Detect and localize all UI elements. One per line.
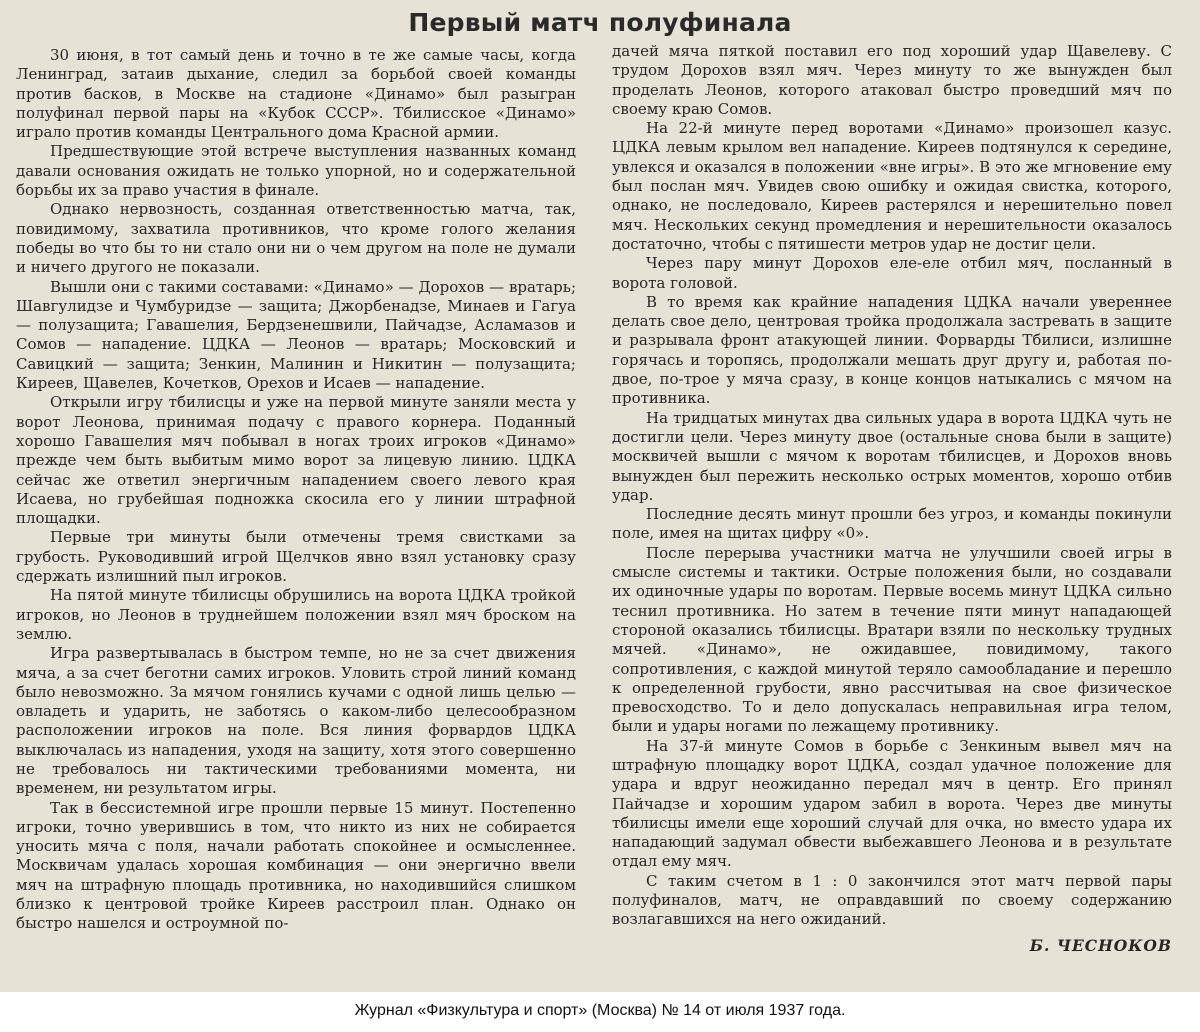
right-column (612, 42, 1172, 955)
paragraph: Первые три минуты были отмечены тремя свистками за грубость. Руководивший игрой Щелчков явно взял установку сразу сдержать излишний пыл игроков. (16, 528, 576, 586)
paragraph: дачей мяча пяткой поставил его под хороший удар Щавелеву. С трудом Дорохов взял мяч. Через минуту то же вынужден был проделать Леонов, которого атаковал быстро проведший мяч по своему краю Сомов. (612, 42, 1172, 118)
paragraph: Предшествующие этой встрече выступления названных команд давали основания ожидать не только упорной, но и содержательной борьбы их за право участия в финале. (16, 142, 576, 200)
paragraph: Вышли они с такими составами: «Динамо» — Дорохов — вратарь; Шавгулидзе и Чумбуридзе — защита; Джорбенадзе, Минаев и Гагуа — полузащита; Гавашелия, Бердзенешвили, Пайчадзе, Асламазов и Сомов — нападение. ЦДКА — Леонов — вратарь; Московский и Савицкий — защита; Зенкин, Малинин и Никитин — полузащита; Киреев, Щавелев, Кочетков, Орехов и Исаев — нападение. (16, 277, 576, 393)
paragraph: Открыли игру тбилисцы и уже на первой минуте заняли места у ворот Леонова, принимая подачу с правого корнера. Поданный хорошо Гавашелия мяч побывал в ногах троих игроков «Динамо» прежде чем быть выбитым мимо ворот за лицевую линию. ЦДКА сейчас же ответил энергичным нападением своего левого края Исаева, но грубейшая подножка скосила его у линии штрафной площадки. (16, 393, 576, 528)
paragraph: 30 июня, в тот самый день и точно в те же самые часы, когда Ленинград, затаив дыхание, следил за борьбой своей команды против басков, в Москве на стадионе «Динамо» был разыгран полуфинал первой пары на «Кубок СССР». Тбилисское «Динамо» играло против команды Центрального дома Красной армии. (16, 46, 576, 142)
paragraph: С таким счетом в 1 : 0 закончился этот матч первой пары полуфиналов, матч, не оправдавший по своему содержанию возлагавшихся на него ожиданий. (612, 871, 1172, 929)
paragraph: Однако нервозность, созданная ответственностью матча, так, повидимому, захватила противников, что кроме голого желания победы во что бы то ни стало они ни о чем другом на поле не думали и ничего другого не показали. (16, 200, 576, 277)
paragraph: На пятой минуте тбилисцы обрушились на ворота ЦДКА тройкой игроков, но Леонов в труднейшем положении взял мяч броском на землю. (16, 586, 576, 643)
paragraph: Так в бессистемной игре прошли первые 15 минут. Постепенно игроки, точно уверившись в том, что никто из них не собирается уносить мяча с поля, начали работать спокойнее и осмысленнее. Москвичам удалась хорошая комбинация — они энергично ввели мяч на штрафную площадь противника, но находившийся слишком близко к центровой тройке Киреев расстроил план. Однако он быстро нашелся и остроумной по- (16, 798, 576, 933)
paragraph: На 22-й минуте перед воротами «Динамо» произошел казус. ЦДКА левым крылом вел нападение. Киреев подтянулся к середине, увлекся и оказался в положении «вне игры». В это же мгновение ему был послан мяч. Увидев свою ошибку и ожидая свистка, которого, однако, не последовало, Киреев растерялся и нерешительно повел мяч. Нескольких секунд промедления и нерешительности оказалось достаточно, чтобы с пятишести метров удар не достиг цели. (612, 119, 1172, 253)
paragraph: На тридцатых минутах два сильных удара в ворота ЦДКА чуть не достигли цели. Через минуту двое (остальные снова были в защите) москвичей вышли с мячом к воротам тбилисцев, и Дорохов вновь вынужден был пережить несколько острых моментов, хорошо отбив удар. (612, 408, 1172, 504)
paragraph: После перерыва участники матча не улучшили своей игры в смысле системы и тактики. Острые положения были, но создавали их одиночные удары по воротам. Первые восемь минут ЦДКА сильно теснил противника. Но затем в течение пяти минут нападающей стороной оказались тбилисцы. Вратари взяли по нескольку трудных мячей. «Динамо», не ожидавшее, повидимому, такого сопротивления, с каждой минутой теряло самообладание и перешло к определенной грубости, явно рассчитывая на свое физическое превосходство. То и дело допускалась неправильная игра телом, были и удары ногами по лежащему противнику. (612, 543, 1172, 736)
paragraph: На 37-й минуте Сомов в борьбе с Зенкиным вывел мяч на штрафную площадку ворот ЦДКА, создал удачное положение для удара и вдруг неожиданно передал мяч в центр. Его принял Пайчадзе и хорошим ударом забил в ворота. Через две минуты тбилисцы имели еще хороший случай для очка, но вместо удара их нападающий задумал обвести выбежавшего Леонова и в результате отдал ему мяч. (612, 736, 1172, 871)
paragraph: В то время как крайние нападения ЦДКА начали увереннее делать свое дело, центровая тройка продолжала застревать в защите и разрывала фронт атакующей линии. Форварды Тбилиси, излишне горячась и торопясь, продолжали мешать друг другу и, работая по-двое, по-трое у мяча сразу, в конце концов натыкались с мячом на противника. (612, 292, 1172, 408)
paragraph: Через пару минут Дорохов еле-еле отбил мяч, посланный в ворота головой. (612, 254, 1172, 292)
source-caption: Журнал «Физкультура и спорт» (Москва) № 14 от июля 1937 года. (354, 1002, 846, 1019)
author-signature: Б. ЧЕСНОКОВ (1029, 935, 1172, 955)
paragraph: Игра развертывалась в быстром темпе, но не за счет движения мяча, а за счет беготни самих игроков. Уловить строй линий команд было невозможно. За мячом гонялись кучами с одной лишь целью — овладеть и ударить, не заботясь о каком-либо целесообразном расположении игроков на поле. Вся линия форвардов ЦДКА выключалась из нападения, уходя на защиту, хотя этого совершенно не требовалось ни тактическими требованиями момента, ни временем, ни результатом игры. (16, 644, 576, 798)
article-title: Первый матч полуфинала (408, 8, 792, 37)
paragraph: Последние десять минут прошли без угроз, и команды покинули поле, имея на щитах цифру «0». (612, 505, 1172, 543)
left-column (16, 46, 576, 934)
